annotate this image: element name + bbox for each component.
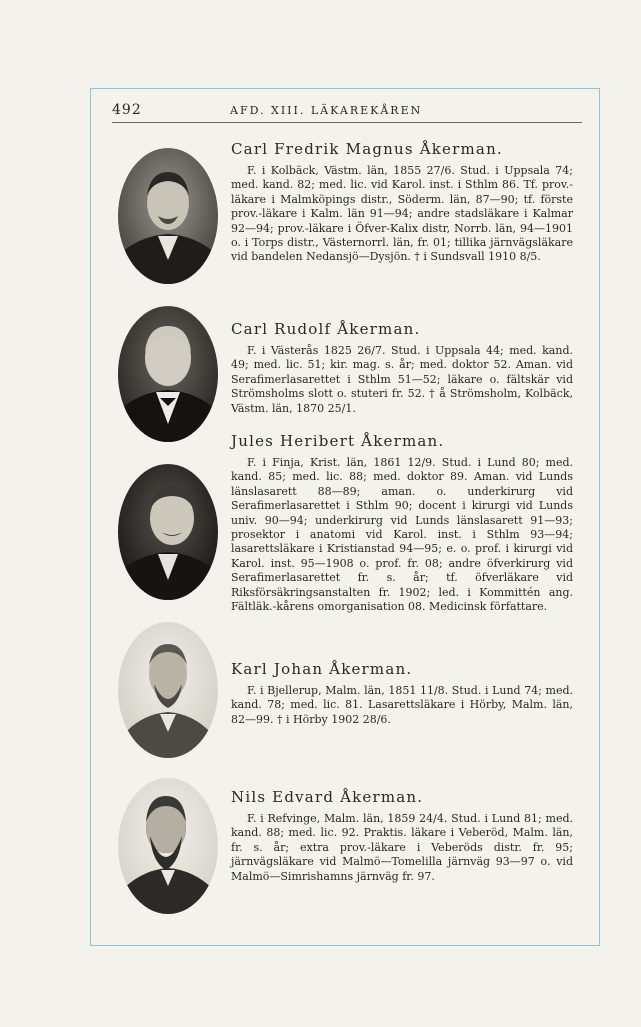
running-head: AFD. XIII. LÄKAREKÅREN [230, 104, 423, 117]
portrait-photo [118, 778, 218, 914]
person-name: Carl Fredrik Magnus Åkerman. [231, 140, 503, 158]
person-name: Karl Johan Åkerman. [231, 660, 413, 678]
portrait-photo [118, 464, 218, 600]
portrait-photo [118, 306, 218, 442]
biography-text: F. i Bjellerup, Malm. län, 1851 11/8. Stud. i Lund 74; med. kand. 78; med. lic. 81. Lasarettsläkare i Hörby, Malm. län, 82—99. † i Hörby 1902 28/6. [231, 684, 573, 726]
person-name: Jules Heribert Åkerman. [231, 432, 445, 450]
page-number: 492 [112, 102, 142, 118]
person-name: Carl Rudolf Åkerman. [231, 320, 421, 338]
portrait-photo [118, 622, 218, 758]
portrait-photo [118, 148, 218, 284]
biography-text: F. i Finja, Krist. län, 1861 12/9. Stud. i Lund 80; med. kand. 85; med. lic. 88; med. doktor 89. Aman. vid Lunds länslasarett 88—89; aman. o. underkirurg vid Serafimerlasarettet i Sthlm 90; docent i kirurgi vid Lunds univ. 90—94; underkirurg vid Lunds länslasarett 91—93; prosektor i anatomi vid Karol. inst. i Sthlm 93—94; lasarettsläkare i Kristianstad 94—95; e. o. prof. i kirurgi vid Karol. inst. 95—1908 o. prof. fr. 08; andre öfverkirurg vid Serafimerlasarettet fr. s. år; tf. öfverläkare vid Riksförsäkringsanstalten fr. 1902; led. i Kommittén ang. Fältläk.-kårens omorganisation 08. Medicinsk författare. [231, 456, 573, 614]
biography-text: F. i Västerås 1825 26/7. Stud. i Uppsala 44; med. kand. 49; med. lic. 51; kir. mag. s. år; med. doktor 52. Aman. vid Serafimerlasarettet i Sthlm 51—52; läkare o. fältskär vid Strömsholms slott o. stuteri fr. 52. † å Strömsholm, Kolbäck, Västm. län, 1870 25/1. [231, 344, 573, 415]
person-name: Nils Edvard Åkerman. [231, 788, 424, 806]
page-header [112, 102, 582, 123]
biography-text: F. i Kolbäck, Västm. län, 1855 27/6. Stud. i Uppsala 74; med. kand. 82; med. lic. vid Karol. inst. i Sthlm 86. Tf. prov.-läkare i Malmköpings distr., Söderm. län, 87—90; tf. förste prov.-läkare i Kalm. län 91—94; andre stadsläkare i Kalmar 92—94; prov.-läkare i Öfver-Kalix distr, Norrb. län, 94—1901 o. i Torps distr., Västernorrl. län, fr. 01; tillika järnvägsläkare vid bandelen Nedansjö—Dysjön. † i Sundsvall 1910 8/5. [231, 164, 573, 264]
biography-text: F. i Refvinge, Malm. län, 1859 24/4. Stud. i Lund 81; med. kand. 88; med. lic. 92. Praktis. läkare i Veberöd, Malm. län, fr. s. år; extra prov.-läkare i Veberöds distr. fr. 95; järnvägsläkare vid Malmö—Tomelilla järnväg 93—97 o. vid Malmö—Simrishamns järnväg fr. 97. [231, 812, 573, 883]
